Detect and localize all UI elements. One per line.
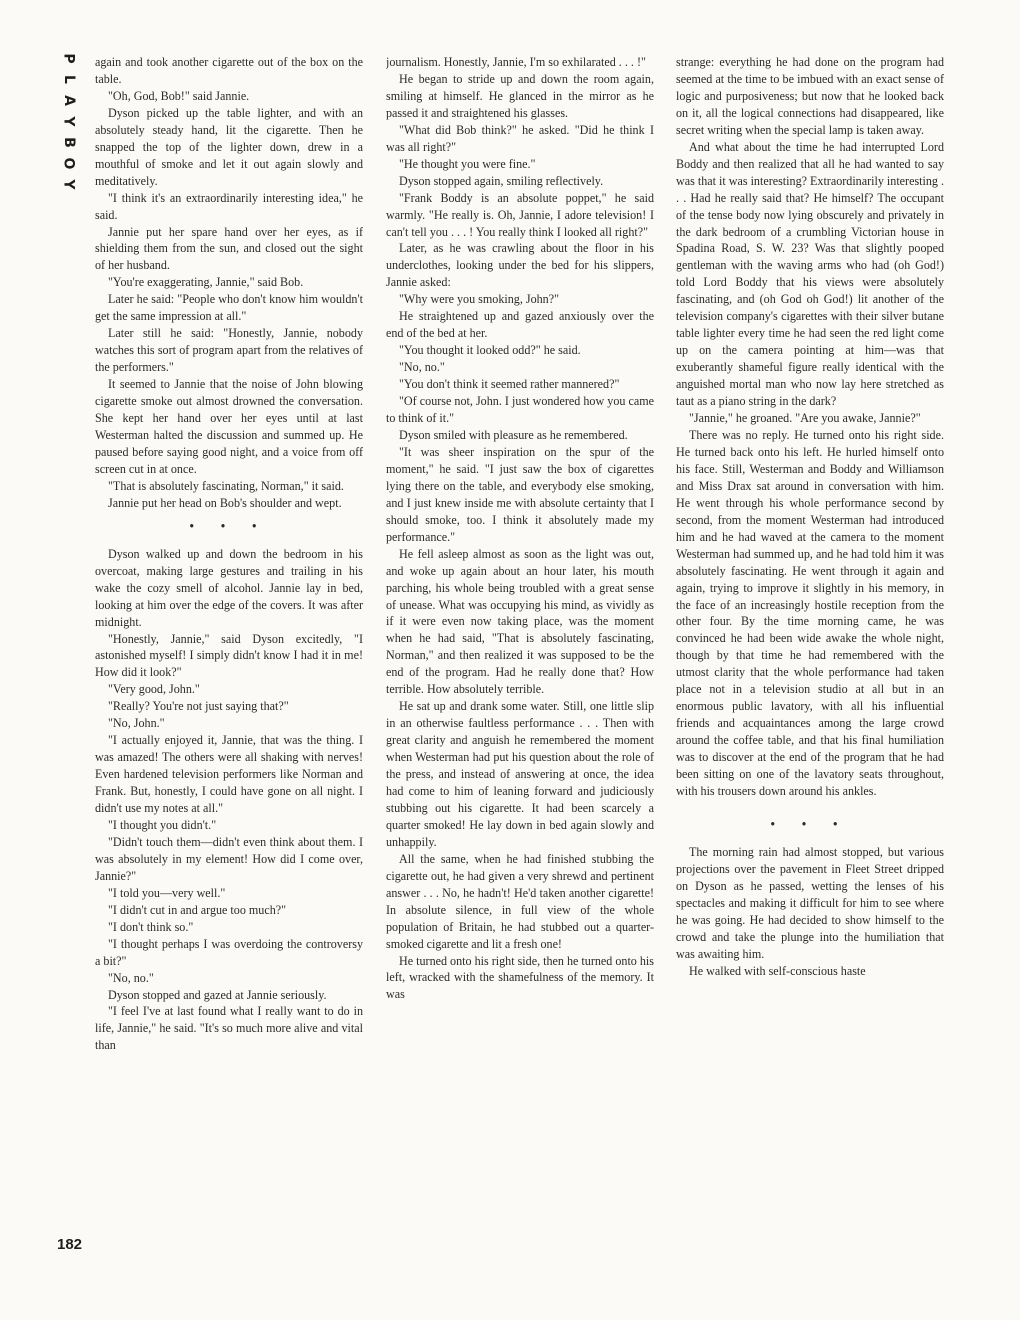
masthead-letter: Y bbox=[60, 116, 77, 127]
masthead-letter: A bbox=[60, 95, 77, 106]
page-number: 182 bbox=[57, 1236, 83, 1253]
text-column-3 bbox=[676, 54, 944, 1268]
paragraph: "You don't think it seemed rather mannered?" bbox=[399, 377, 620, 392]
paragraph: again and took another cigarette out of the box on the table. bbox=[95, 55, 363, 86]
paragraph: And what about the time he had interrupted Lord Boddy and then realized that all he had wanted to say was that it was interesting? Extraordinarily interesting . . . Had he really said that? He himself? The occupant of the tense body now lying obscurely and privately in the dark bedroom of a crumbling Victorian house in Spadina Road, S. W. 23? Was that slightly pooped gentleman with the waving arms who had (oh God!) told Lord Boddy that his views were absolutely fascinating, and (oh God oh God!) lit another of the television company's cigarettes with their silver butane table lighter every time he had seen the red light come up on the camera pointing at him—was that exuberantly shameful figure really identical with the anguished mortal man who now lay here stretched as taut as a piano string in the dark? bbox=[676, 139, 944, 409]
column-3-body-after-break bbox=[676, 844, 944, 980]
paragraph: "You thought it looked odd?" he said. bbox=[399, 343, 581, 358]
paragraph: It seemed to Jannie that the noise of John blowing cigarette smoke out almost drowned the conversation. She kept her hand over her eyes until at last Westerman halted the discussion and summed up. He paused before saying good night, and a voice from off screen cut in at once. bbox=[95, 377, 363, 476]
paragraph: "Oh, God, Bob!" said Jannie. bbox=[108, 88, 250, 103]
paragraph: "I feel I've at last found what I really want to do in life, Jannie," he said. "It's so much more alive and vital than bbox=[95, 1004, 363, 1053]
paragraph: Later, as he was crawling about the floor in his underclothes, looking under the bed for his slippers, Jannie asked: bbox=[386, 241, 654, 290]
masthead-letter: B bbox=[60, 137, 77, 148]
paragraph: "It was sheer inspiration on the spur of the moment," he said. "I just saw the box of cigarettes lying there on the table, and everybody else smoking, and I just knew inside me with absolute certainty that I should smoke, too. I think it absolutely made my performance." bbox=[386, 444, 654, 544]
paragraph: He began to stride up and down the room again, smiling at himself. He glanced in the mirror as he passed it and straightened his glasses. bbox=[386, 71, 654, 120]
column-3-body bbox=[676, 54, 944, 800]
paragraph: "What did Bob think?" he asked. "Did he think I was all right?" bbox=[386, 122, 654, 154]
paragraph: Dyson stopped again, smiling reflectively. bbox=[399, 173, 604, 188]
paragraph: Dyson stopped and gazed at Jannie seriously. bbox=[108, 987, 327, 1002]
paragraph: Dyson picked up the table lighter, and with an absolutely steady hand, lit the cigarette. Then he snapped the top of the lighter down, drew in a mouthful of smoke and let it out again slowly and meditatively. bbox=[95, 105, 363, 188]
masthead-letter: L bbox=[60, 75, 77, 84]
paragraph: Jannie put her spare hand over her eyes, as if shielding them from the sun, and closed out the sight of her husband. bbox=[95, 224, 363, 273]
paragraph: The morning rain had almost stopped, but various projections over the pavement in Fleet Street dripped on Dyson as he passed, wetting the lenses of his spectacles and making it difficult for him to see where he was going. He had decided to show himself to the crowd and take the plunge into the humiliation that was awaiting him. bbox=[676, 844, 944, 961]
section-break: • • • bbox=[189, 518, 269, 533]
section-break: • • • bbox=[770, 816, 850, 831]
paragraph: "Jannie," he groaned. "Are you awake, Jannie?" bbox=[689, 411, 921, 426]
masthead-letter: Y bbox=[60, 179, 77, 190]
paragraph: "Why were you smoking, John?" bbox=[399, 292, 560, 307]
paragraph: "No, John." bbox=[108, 716, 165, 731]
masthead-letter: P bbox=[60, 53, 77, 64]
paragraph: "I actually enjoyed it, Jannie, that was the thing. I was amazed! The others were all shaking with nerves! Even hardened television performers like Norman and Frank. But, honestly, I could have gone on all night. I didn't use my notes at all." bbox=[95, 733, 363, 816]
paragraph: Dyson smiled with pleasure as he remembered. bbox=[399, 427, 628, 442]
paragraph: Dyson walked up and down the bedroom in his overcoat, making large gestures and trailing in his wake the cozy smell of alcohol. Jannie lay in bed, looking at him over the edge of the covers. It was after midnight. bbox=[95, 546, 363, 629]
column-1-body-after-break bbox=[95, 546, 363, 1055]
paragraph: He fell asleep almost as soon as the light was out, and woke up again about an hour later, his mouth parching, his whole being troubled with a great sense of unease. What was occupying his mind, as vividly as if it were even now taking place, was the moment when he had said, "That is absolutely fascinating, Norman," and then realized it was supposed to be the end of the program. Had he really done that? How terrible. How absolutely terrible. bbox=[386, 546, 654, 697]
masthead-letter: O bbox=[60, 157, 77, 170]
paragraph: "Really? You're not just saying that?" bbox=[108, 699, 289, 714]
magazine-masthead bbox=[55, 48, 81, 195]
paragraph: "Honestly, Jannie," said Dyson excitedly, "I astonished myself! I simply didn't know I had it in me! How did it look?" bbox=[95, 631, 363, 680]
paragraph: "I don't think so." bbox=[108, 919, 194, 934]
paragraph: "No, no." bbox=[399, 360, 445, 375]
paragraph: "Very good, John." bbox=[108, 682, 200, 697]
paragraph: "I think it's an extraordinarily interesting idea," he said. bbox=[95, 190, 363, 222]
paragraph: "No, no." bbox=[108, 970, 154, 985]
paragraph: "I told you—very well." bbox=[108, 885, 226, 900]
paragraph: All the same, when he had finished stubbing the cigarette out, he had given a very shrewd and pertinent answer . . . No, he hadn't! He'd taken another cigarette! In absolute silence, in full view of the whole population of Britain, he had stubbed out a quarter-smoked cigarette and lit a fresh one! bbox=[386, 851, 654, 951]
paragraph: strange: everything he had done on the program had seemed at the time to be imbued with an exact sense of logic and purposiveness; but now that he looked back on it, all the logical connections had disappeared, like secret writing when the special lamp is taken away. bbox=[676, 55, 944, 137]
paragraph: "Of course not, John. I just wondered how you came to think of it." bbox=[386, 394, 654, 426]
paragraph: He sat up and drank some water. Still, one little slip in an otherwise faultless performance . . . Then with great clarity and anguish he remembered the moment when Westerman had put his question about the role of the press, and instead of answering at once, the idea had come to him of leaning forward and judiciously stubbing out his cigarette. It had been scarcely a quarter smoked! He lay down in bed again slowly and unhappily. bbox=[386, 699, 654, 849]
paragraph: journalism. Honestly, Jannie, I'm so exhilarated . . . !" bbox=[386, 55, 646, 69]
paragraph: He straightened up and gazed anxiously over the end of the bed at her. bbox=[386, 309, 654, 341]
paragraph: "He thought you were fine." bbox=[399, 156, 536, 171]
paragraph: There was no reply. He turned onto his right side. He turned back onto his left. He hurled himself onto his face. Still, Westerman and Boddy and Williamson and Miss Drax sat around in conversation with him. He went through his whole performance second by second, from the moment Westerman had introduced him and he had waved at the camera to the moment Westerman had summed up, and he had told him it was absolutely fascinating. He went through it again and again, trying to improve it slightly in his memory, in the face of an increasingly hostile reception from the other four. By the time morning came, he was convinced he had been wide awake the whole night, though by that time he had remembered with the utmost clarity that the whole performance had taken place not in a television studio at all but in an enormous public lavatory, with all his influential friends and acquaintances among the large crowd around the coffee table, and that his final humiliation was to discover at the end of the program that he had been sitting on one of the lavatory seats throughout, with his trousers down around his ankles. bbox=[676, 427, 944, 798]
column-1-body bbox=[95, 54, 363, 512]
paragraph: Later he said: "People who don't know him wouldn't get the same impression at all." bbox=[95, 292, 363, 324]
paragraph: Jannie put her head on Bob's shoulder and wept. bbox=[108, 495, 342, 510]
paragraph: "That is absolutely fascinating, Norman," it said. bbox=[108, 478, 344, 493]
paragraph: "I didn't cut in and argue too much?" bbox=[108, 902, 287, 917]
paragraph: "I thought you didn't." bbox=[108, 817, 217, 832]
paragraph: He walked with self-conscious haste bbox=[689, 963, 866, 978]
paragraph: Later still he said: "Honestly, Jannie, nobody watches this sort of program apart from the relatives of the performers." bbox=[95, 326, 363, 375]
text-column-1 bbox=[95, 54, 363, 1268]
paragraph: "You're exaggerating, Jannie," said Bob. bbox=[108, 275, 304, 290]
paragraph: "Didn't touch them—didn't even think about them. I was absolutely in my element! How did I come over, Jannie?" bbox=[95, 834, 363, 883]
paragraph: "Frank Boddy is an absolute poppet," he said warmly. "He really is. Oh, Jannie, I adore television! I can't tell you . . . ! You really think I looked all right?" bbox=[386, 190, 654, 239]
text-column-2 bbox=[386, 54, 654, 1268]
paragraph: He turned onto his right side, then he turned onto his left, wracked with the shamefulness of the memory. It was bbox=[386, 953, 654, 1002]
paragraph: "I thought perhaps I was overdoing the controversy a bit?" bbox=[95, 936, 363, 968]
